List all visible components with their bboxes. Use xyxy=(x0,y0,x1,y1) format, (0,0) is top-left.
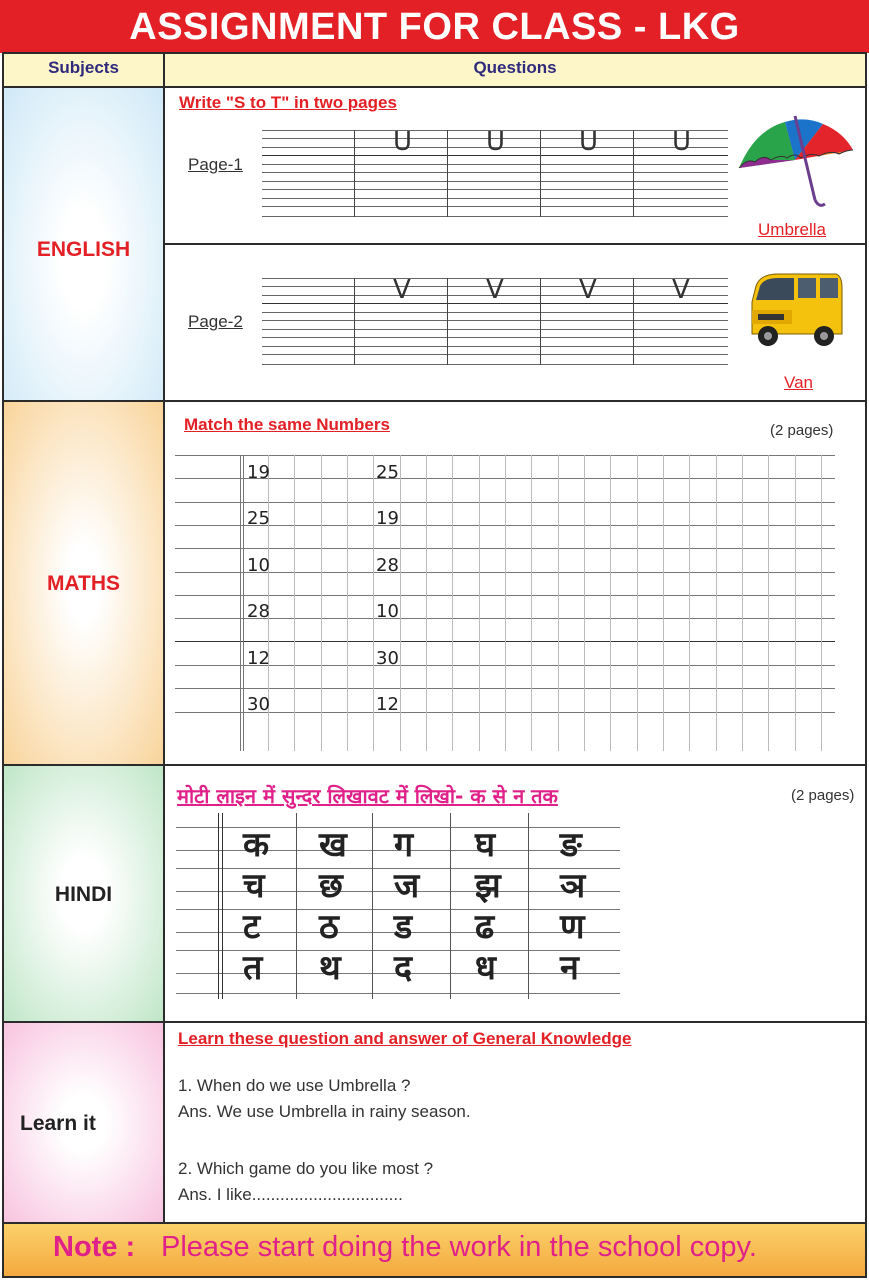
hindi-letter: ण xyxy=(560,907,585,947)
maths-label: MATHS xyxy=(46,572,121,595)
subjects-header: Subjects xyxy=(48,58,119,77)
hindi-letter: न xyxy=(560,948,579,988)
gk-answer-2: Ans. I like................................ xyxy=(178,1185,403,1204)
left-number: 19 xyxy=(247,462,270,483)
hindi-letter: क xyxy=(243,825,270,865)
hindi-label: HINDI xyxy=(54,883,113,906)
hindi-letter: च xyxy=(243,866,265,906)
hindi-letter: ग xyxy=(394,825,414,865)
left-number: 28 xyxy=(247,601,270,622)
column-divider xyxy=(163,54,165,1224)
maths-instruction: Match the same Numbers xyxy=(184,415,390,434)
left-number: 12 xyxy=(247,648,270,669)
hindi-pages-note: (2 pages) xyxy=(791,787,855,804)
guide-letter: U xyxy=(486,127,506,157)
maths-grid xyxy=(175,455,835,751)
hindi-letter: ञ xyxy=(560,866,586,906)
guide-letter: U xyxy=(672,127,692,157)
hindi-letter: ठ xyxy=(319,907,339,947)
gk-question-2: 2. Which game do you like most ? xyxy=(178,1159,434,1178)
row-divider xyxy=(4,764,865,766)
hindi-letter: छ xyxy=(319,866,343,906)
hindi-letter: घ xyxy=(475,825,496,865)
guide-letter: V xyxy=(486,275,504,305)
hindi-letter: झ xyxy=(475,866,501,906)
left-number: 30 xyxy=(247,694,270,715)
gk-label: Learn it xyxy=(20,1112,96,1135)
english-label: ENGLISH xyxy=(36,238,131,261)
maths-pages-note: (2 pages) xyxy=(770,422,834,439)
hindi-letter: द xyxy=(394,948,413,988)
right-number: 12 xyxy=(376,694,399,715)
left-number: 25 xyxy=(247,508,270,529)
english-instruction: Write "S to T" in two pages xyxy=(179,93,397,112)
right-number: 10 xyxy=(376,601,399,622)
gk-question-1: 1. When do we use Umbrella ? xyxy=(178,1076,411,1095)
hindi-letter: ड xyxy=(394,907,413,947)
guide-letter: V xyxy=(672,275,690,305)
hindi-letter: ख xyxy=(319,825,347,865)
hindi-letter: ध xyxy=(475,948,496,988)
page-title: ASSIGNMENT FOR CLASS - LKG xyxy=(0,0,869,53)
gk-answer-1: Ans. We use Umbrella in rainy season. xyxy=(178,1102,471,1121)
van-caption: Van xyxy=(784,373,813,392)
van-image xyxy=(748,268,846,352)
guide-letter: V xyxy=(579,275,597,305)
hindi-letter: ट xyxy=(243,907,261,947)
hindi-instruction: मोटी लाइन में सुन्दर लिखावट में लिखो- क से न तक xyxy=(177,784,558,808)
right-number: 19 xyxy=(376,508,399,529)
guide-letter: U xyxy=(579,127,599,157)
row-divider xyxy=(4,400,865,402)
page-1-label: Page-1 xyxy=(188,155,243,174)
guide-letter: V xyxy=(393,275,411,305)
row-divider xyxy=(4,1021,865,1023)
note-label: Note : xyxy=(53,1231,136,1263)
right-number: 25 xyxy=(376,462,399,483)
questions-header: Questions xyxy=(473,58,557,77)
hindi-letter: थ xyxy=(319,948,341,988)
left-number: 10 xyxy=(247,555,270,576)
hindi-letter: ङ xyxy=(560,825,582,865)
umbrella-image xyxy=(735,110,859,210)
right-number: 30 xyxy=(376,648,399,669)
note-text: Please start doing the work in the school copy. xyxy=(161,1231,757,1263)
umbrella-caption: Umbrella xyxy=(758,220,827,239)
right-number: 28 xyxy=(376,555,399,576)
gk-instruction: Learn these question and answer of General Knowledge xyxy=(178,1029,632,1048)
hindi-letter: ज xyxy=(394,866,420,906)
row-divider xyxy=(163,243,865,245)
guide-letter: U xyxy=(393,127,413,157)
hindi-letter: त xyxy=(243,948,263,988)
hindi-letter: ढ xyxy=(475,907,495,947)
page-2-label: Page-2 xyxy=(188,312,243,331)
